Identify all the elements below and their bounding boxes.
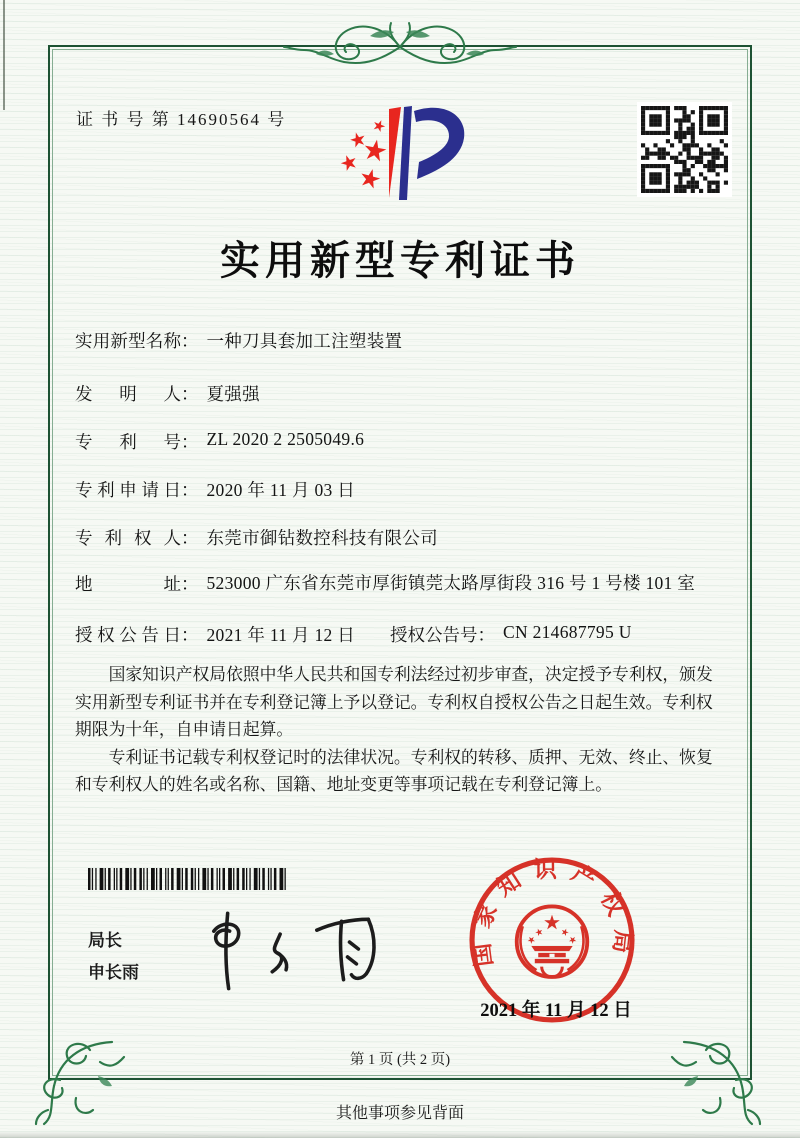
- field-value: 523000 广东省东莞市厚街镇莞太路厚街段 316 号 1 号楼 101 室: [206, 573, 696, 593]
- field-label: 发明人: [75, 384, 181, 404]
- field-label: 实用新型名称: [75, 331, 181, 351]
- national-emblem-icon: [517, 906, 588, 977]
- signature-icon: [192, 900, 400, 998]
- field-row-patent-no: [75, 429, 737, 454]
- seal-text: 国家知识产权局: [467, 857, 637, 968]
- certificate-number: 证 书 号 第 14690564 号: [76, 110, 287, 129]
- field-colon: ：: [181, 432, 199, 452]
- field-row-grant-date: [75, 622, 737, 647]
- field-colon: ：: [181, 528, 199, 548]
- signer-name: 申长雨: [88, 963, 139, 982]
- field-value: CN 214687795 U: [503, 622, 632, 642]
- certificate-title: 实用新型专利证书: [220, 238, 580, 283]
- back-note: 其他事项参见背面: [335, 1105, 464, 1122]
- field-colon: ：: [477, 625, 495, 645]
- signer-title: 局长: [88, 931, 122, 950]
- svg-text:国家知识产权局: [468, 857, 637, 968]
- page-indicator: 第 1 页 (共 2 页): [349, 1052, 451, 1068]
- photo-shadow-artifact: [0, 1131, 800, 1138]
- field-label: 专利申请日: [75, 480, 181, 500]
- field-value: 一种刀具套加工注塑装置: [206, 331, 403, 351]
- field-label: 专利权人: [75, 528, 181, 548]
- legal-paragraph-1: 国家知识产权局依照中华人民共和国专利法经过初步审查，决定授予专利权，颁发实用新型专利证书并在专利登记簿上予以登记。专利权自授权公告之日起生效。专利权期限为十年，自申请日起算。: [75, 665, 713, 739]
- photo-edge-artifact: [3, 0, 5, 110]
- field-row-patentee: [75, 525, 737, 550]
- field-row-address: [75, 571, 737, 596]
- field-row-filing-date: [75, 477, 737, 502]
- field-colon: ：: [181, 384, 199, 404]
- field-value: 东莞市御钻数控科技有限公司: [206, 528, 438, 548]
- field-colon: ：: [181, 331, 199, 351]
- qr-code-grid: [641, 106, 728, 193]
- field-row-inventor: [75, 381, 737, 406]
- field-label: 地址: [75, 574, 181, 594]
- field-row-patent-name: [75, 328, 737, 353]
- field-value: ZL 2020 2 2505049.6: [206, 429, 365, 449]
- barcode-svg: [88, 868, 290, 890]
- qr-code: [637, 102, 732, 197]
- field-label: 授权公告日: [75, 625, 181, 645]
- cnipa-logo-icon: [332, 94, 540, 216]
- field-value: 夏强强: [206, 384, 260, 404]
- seal-date: 2021 年 11 月 12 日: [480, 1001, 632, 1021]
- legal-paragraph-2: 专利证书记载专利权登记时的法律状况。专利权的转移、质押、无效、终止、恢复和专利权人的姓名或名称、国籍、地址变更等事项记载在专利登记簿上。: [75, 747, 713, 794]
- field-label: 专利号: [75, 432, 181, 452]
- field-colon: ：: [181, 625, 199, 645]
- field-value: 2020 年 11 月 03 日: [206, 480, 356, 500]
- legal-text: [75, 661, 729, 799]
- field-value: 2021 年 11 月 12 日: [206, 625, 356, 645]
- grant-publication: [390, 622, 632, 647]
- field-colon: ：: [181, 480, 199, 500]
- field-label: 授权公告号: [390, 625, 478, 645]
- field-colon: ：: [181, 574, 199, 594]
